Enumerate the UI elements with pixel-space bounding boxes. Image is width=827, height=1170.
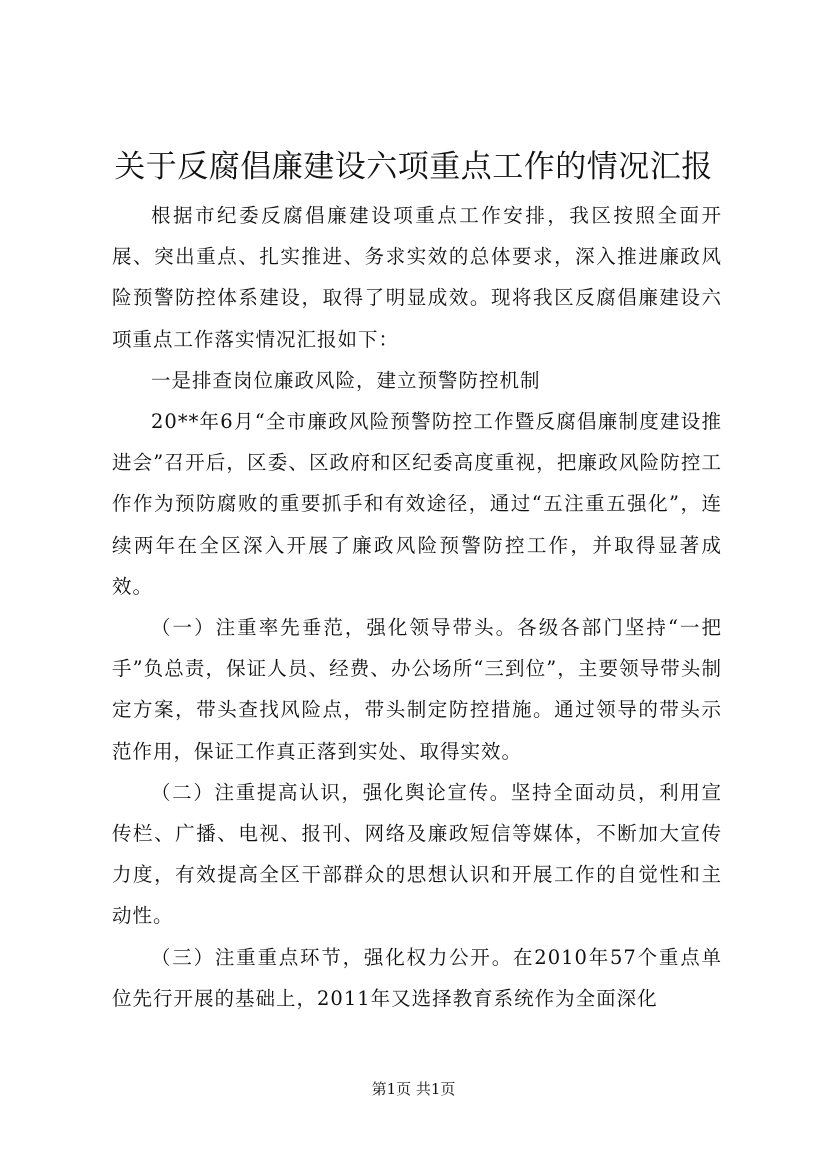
document-title: 关于反腐倡廉建设六项重点工作的情况汇报 (114, 149, 713, 185)
paragraph-background: 20**年6月“全市廉政风险预警防控工作暨反腐倡廉制度建设推进会”召开后，区委、区政府和区纪委高度重视，把廉政风险防控工作作为预防腐败的重要抓手和有效途径，通过“五注重五强化”，连续两年在全区深入开展了廉政风险预警防控工作，并取得显著成效。 (112, 410, 722, 598)
document-body (112, 195, 722, 1019)
page-footer: 第1页 共1页 (371, 1080, 456, 1098)
paragraph-item-2: （二）注重提高认识，强化舆论宣传。坚持全面动员，利用宣传栏、广播、电视、报刊、网络及廉政短信等媒体，不断加大宣传力度，有效提高全区干部群众的思想认识和开展工作的自觉性和主动性。 (112, 780, 722, 928)
paragraph-intro: 根据市纪委反腐倡廉建设项重点工作安排，我区按照全面开展、突出重点、扎实推进、务求实效的总体要求，深入推进廉政风险预警防控体系建设，取得了明显成效。现将我区反腐倡廉建设六项重点工作落实情况汇报如下： (112, 204, 722, 351)
section-heading-1: 一是排查岗位廉政风险，建立预警防控机制 (151, 368, 541, 392)
paragraph-item-1: （一）注重率先垂范，强化领导带头。各级各部门坚持“一把手”负总责，保证人员、经费、办公场所“三到位”，主要领导带头制定方案，带头查找风险点，带头制定防控措施。通过领导的带头示范作用，保证工作真正落到实处、取得实效。 (112, 616, 722, 763)
paragraph-item-3: （三）注重重点环节，强化权力公开。在2010年57个重点单位先行开展的基础上，2011年又选择教育系统作为全面深化 (112, 945, 722, 1010)
